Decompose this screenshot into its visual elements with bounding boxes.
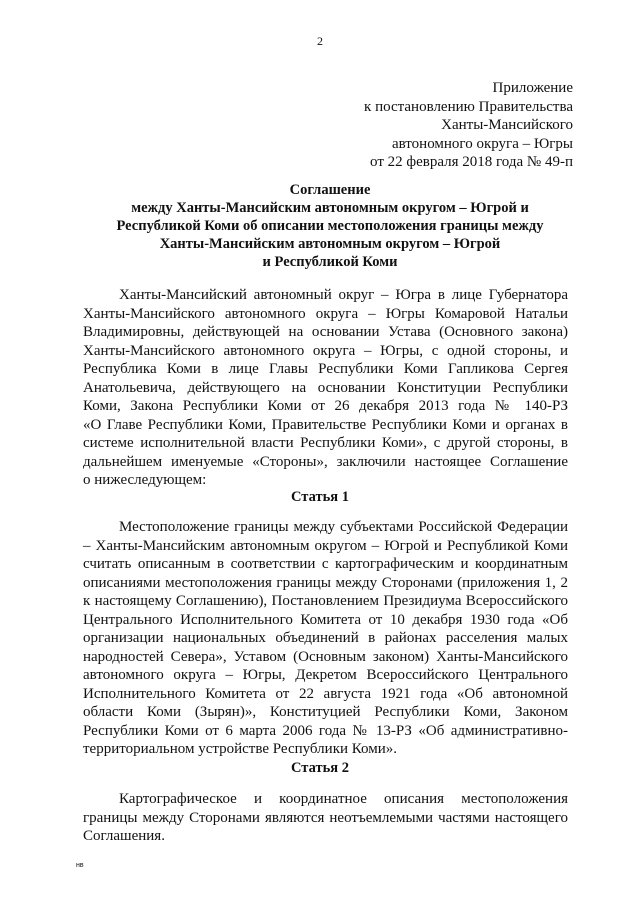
appendix-block <box>364 79 573 172</box>
paragraph-line: Ханты-Мансийского автономного округа – Югры, с одной стороны, и <box>83 342 568 359</box>
footer-code: нв <box>76 862 84 869</box>
appendix-line: от 22 февраля 2018 года № 49-п <box>370 154 573 170</box>
page-number: 2 <box>317 34 323 48</box>
paragraph-line: «О Главе Республики Коми, Правительстве Республики Коми и органах в <box>83 416 568 433</box>
title-line: между Ханты-Мансийским автономным округом – Югрой и <box>131 200 529 216</box>
paragraph-line: считать описанным в соответствии с картографическим и координатным <box>83 556 568 572</box>
paragraph-line: системе исполнительной власти Республики Коми», с другой стороны, в <box>83 435 568 451</box>
paragraph-line: Владимировны, действующей на основании Устава (Основного закона) <box>83 324 568 340</box>
paragraph-line: Центрального Исполнительного Комитета от 10 декабря 1930 года «Об <box>83 611 568 628</box>
paragraph-line: к настоящему Соглашению), Постановлением Президиума Всероссийского <box>83 593 568 609</box>
paragraph-line: Картографическое и координатное описания местоположения <box>119 791 568 807</box>
title-line: и Республикой Коми <box>262 254 398 270</box>
preamble-paragraph <box>83 286 568 490</box>
paragraph-line: Местоположение границы между субъектами Российской Федерации <box>119 519 568 535</box>
article-1-paragraph <box>83 518 568 759</box>
paragraph-line: Соглашения. <box>83 828 165 844</box>
title-line: Республикой Коми об описании местоположения границы между <box>116 218 544 234</box>
paragraph-line: границы между Сторонами являются неотъемлемыми частями настоящего <box>83 809 568 826</box>
appendix-line: Приложение <box>492 80 573 96</box>
paragraph-line: организации национальных объединений в районах расселения малых <box>83 630 568 646</box>
paragraph-line: дальнейшем именуемые «Стороны», заключили настоящее Соглашение <box>83 453 568 470</box>
paragraph-line: Анатольевича, действующего на основании Конституции Республики <box>83 379 568 396</box>
paragraph-line: Республики Коми от 6 марта 2006 года № 13-РЗ «Об административно- <box>83 722 568 739</box>
appendix-line: к постановлению Правительства <box>364 98 573 115</box>
article-2-paragraph <box>83 790 568 846</box>
paragraph-line: народностей Севера», Уставом (Основным законом) Ханты-Мансийского <box>83 648 568 665</box>
article-2-heading: Статья 2 <box>291 760 349 776</box>
paragraph-line: Коми, Закона Республики Коми от 26 декабря 2013 года № 140-РЗ <box>83 398 568 414</box>
paragraph-line: о нижеследующем: <box>83 472 207 488</box>
appendix-line: автономного округа – Югры <box>391 135 573 152</box>
paragraph-line: области Коми (Зырян)», Конституцией Республики Коми, Законом <box>83 704 568 720</box>
title-line: Ханты-Мансийским автономным округом – Югрой <box>159 236 501 252</box>
document-title <box>70 181 590 271</box>
paragraph-line: территориальном устройстве Республики Коми». <box>83 741 398 757</box>
paragraph-line: автономного округа – Югры, Декретом Всероссийского Центрального <box>83 667 568 683</box>
article-1-heading: Статья 1 <box>291 489 349 505</box>
title-line: Соглашение <box>289 182 371 198</box>
paragraph-line: Республика Коми в лице Главы Республики Коми Гапликова Сергея <box>83 361 568 377</box>
paragraph-line: – Ханты-Мансийским автономным округом – Югрой и Республикой Коми <box>83 537 568 554</box>
paragraph-line: Исполнительного Комитета от 22 августа 1921 года «Об автономной <box>83 685 568 702</box>
appendix-line: Ханты-Мансийского <box>441 117 573 133</box>
paragraph-line: Ханты-Мансийского автономного округа – Югры Комаровой Натальи <box>83 305 568 322</box>
paragraph-line: описаниями местоположения границы между Сторонами (приложения 1, 2 <box>83 574 568 591</box>
paragraph-line: Ханты-Мансийский автономный округ – Югра в лице Губернатора <box>119 287 568 303</box>
